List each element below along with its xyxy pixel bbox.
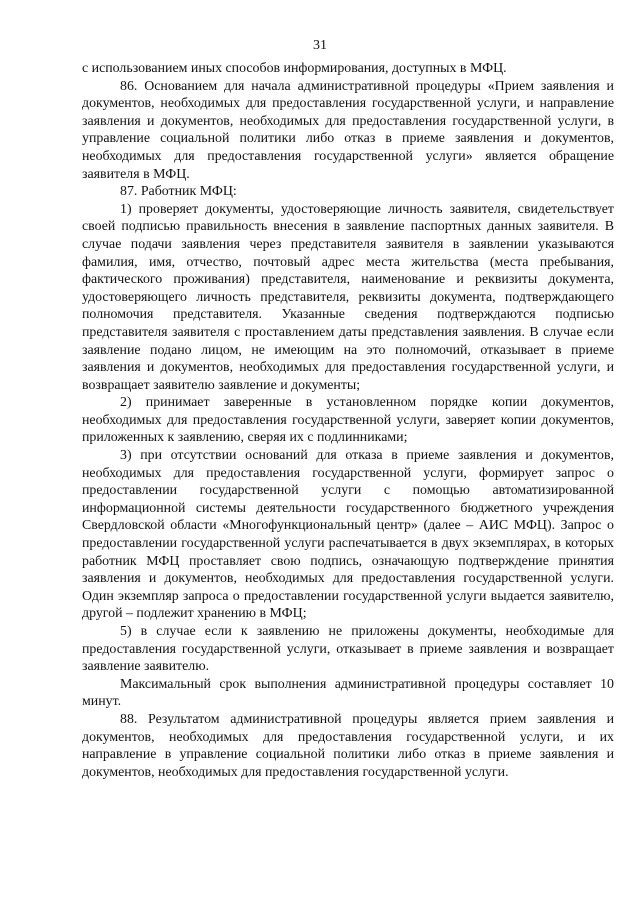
paragraph-87-item-3: 3) при отсутствии оснований для отказа в приеме заявления и документов, необходимых для предоставления государственной услуги, формирует запрос о предоставлении государственной услуги с помощью автоматизированной информационной системы деятельности государственного бюджетного учреждения Свердловской области «Многофункциональный центр» (далее – АИС МФЦ). Запрос о предоставлении государственной услуги распечатывается в двух экземплярах, в которых работник МФЦ проставляет свою подпись, означающую подтверждение принятия заявления и документов, необходимых для предоставления государственной услуги. Один экземпляр запроса о предоставлении государственной услуги выдается заявителю, другой – подлежит хранению в МФЦ; (82, 448, 614, 622)
page-number: 31 (313, 38, 327, 53)
paragraph-86: 86. Основанием для начала административной процедуры «Прием заявления и документов, необходимых для предоставления государственной услуги, и направление заявления и документов, необходимых для предоставления государственной услуги, в управление социальной политики либо отказ в приеме заявления и документов, необходимых для предоставления государственной услуги» является обращение заявителя в МФЦ. (82, 78, 614, 182)
document-body (82, 60, 614, 781)
paragraph-87-heading: 87. Работник МФЦ: (120, 184, 237, 200)
paragraph-88: 88. Результатом административной процедуры является прием заявления и документов, необходимых для предоставления государственной услуги, и их направление в управление социальной политики либо отказ в приеме заявления и документов, необходимых для предоставления государственной услуги. (82, 711, 614, 780)
paragraph-continuation: с использованием иных способов информирования, доступных в МФЦ. (82, 61, 507, 76)
paragraph-87-item-1: 1) проверяет документы, удостоверяющие личность заявителя, свидетельствует своей подписью правильность внесения в заявление паспортных данных заявителя. В случае подачи заявления через представителя заявителя в заявлении указываются фамилия, имя, отчество, почтовый адрес места жительства (места пребывания, фактического проживания) представителя, наименование и реквизиты документа, удостоверяющего личность представителя, реквизиты документа, подтверждающего полномочия представителя. Указанные сведения подтверждаются подписью представителя заявителя с проставлением даты представления заявления. В случае если заявление подано лицом, не имеющим на это полномочий, отказывает в приеме заявления и документов, необходимых для предоставления государственной услуги, и возвращает заявителю заявление и документы; (82, 201, 614, 393)
paragraph-max-duration: Максимальный срок выполнения административной процедуры составляет 10 минут. (82, 676, 614, 710)
paragraph-87-item-2: 2) принимает заверенные в установленном порядке копии документов, необходимых для предоставления государственной услуги, заверяет копии документов, приложенных к заявлению, сверяя их с подлинниками; (82, 395, 614, 446)
paragraph-87-item-5: 5) в случае если к заявлению не приложены документы, необходимые для предоставления государственной услуги, отказывает в приеме заявления и возвращает заявление заявителю. (82, 624, 614, 675)
